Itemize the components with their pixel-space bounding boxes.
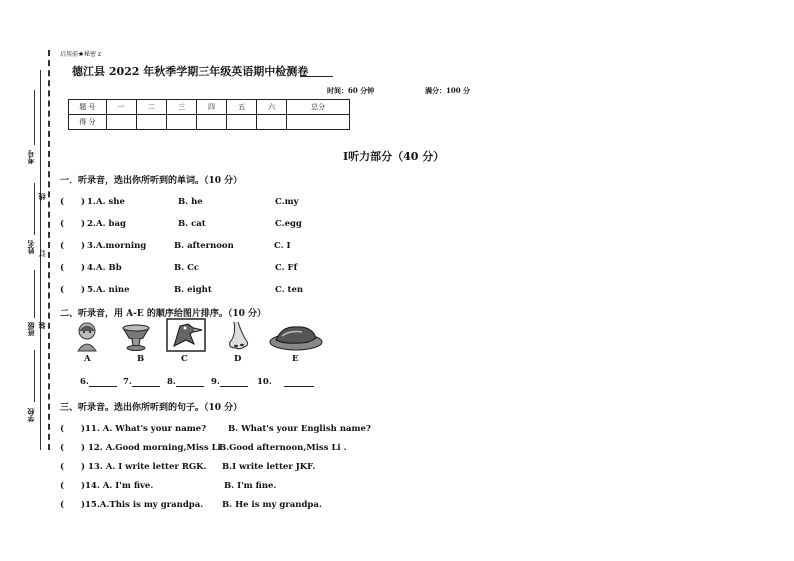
blank-number: 9. xyxy=(211,377,220,387)
sentence-option-b: B. What's your English name? xyxy=(228,424,371,434)
sentence-option-a: )15.A.This is my grandpa. xyxy=(81,500,204,510)
picture-label-e: E xyxy=(292,354,299,364)
answer-paren-open[interactable]: ( xyxy=(60,285,65,295)
score-header-cell: 总分 xyxy=(287,100,350,115)
confidential-label: 启用前★秘密 z xyxy=(60,51,102,58)
blank-number: 6. xyxy=(80,377,89,387)
score-input-cell[interactable] xyxy=(257,115,287,130)
score-input-cell[interactable] xyxy=(106,115,136,130)
answer-paren-close: ) xyxy=(81,197,86,207)
option-a: A. nine xyxy=(96,285,130,295)
picture-label-a: A xyxy=(84,354,91,364)
sentence-option-b: B. He is my grandpa. xyxy=(222,500,322,510)
score-header-cell: 二 xyxy=(136,100,166,115)
part-title: Ⅰ听力部分（40 分） xyxy=(343,150,445,163)
exam-full-score: 满分：100 分 xyxy=(425,86,471,95)
question-number: 4. xyxy=(87,263,96,273)
picture-c-bird xyxy=(166,318,206,352)
binding-label-banji: 班级 xyxy=(26,322,35,336)
picture-label-b: B xyxy=(137,354,145,364)
binding-label-xing: 线 xyxy=(37,193,46,200)
question-number: 1. xyxy=(87,197,96,207)
score-header-cell: 五 xyxy=(227,100,257,115)
section2-title: 二、听录音，用 A-E 的顺序给图片排序。（10 分） xyxy=(60,309,267,319)
question-number: 5. xyxy=(87,285,96,295)
order-blank-9[interactable] xyxy=(211,377,248,387)
answer-paren-close: ) xyxy=(81,285,86,295)
answer-paren-open[interactable]: ( xyxy=(60,462,65,472)
score-row-label: 得 分 xyxy=(69,115,107,130)
binding-label-zhuang: 装 xyxy=(37,322,46,329)
score-input-cell[interactable] xyxy=(166,115,196,130)
option-b: B. eight xyxy=(174,285,212,295)
order-blank-10[interactable] xyxy=(257,377,314,387)
blank-number: 8. xyxy=(167,377,176,387)
score-input-cell[interactable] xyxy=(227,115,257,130)
binding-blank-kaohao xyxy=(34,90,35,145)
answer-paren-open[interactable]: ( xyxy=(60,263,65,273)
binding-line-outer xyxy=(40,70,41,450)
sentence-option-a: ) 12. A.Good morning,Miss Li xyxy=(81,443,221,453)
option-c: C. Ff xyxy=(275,263,298,273)
answer-paren-open[interactable]: ( xyxy=(60,241,65,251)
answer-paren-close: ) xyxy=(81,219,86,229)
option-a: A. she xyxy=(96,197,125,207)
picture-label-d: D xyxy=(234,354,242,364)
score-input-cell[interactable] xyxy=(196,115,226,130)
answer-paren-open[interactable]: ( xyxy=(60,219,65,229)
score-header-cell: 三 xyxy=(166,100,196,115)
option-c: C.my xyxy=(275,197,299,207)
order-blank-7[interactable] xyxy=(123,377,160,387)
score-input-cell[interactable] xyxy=(287,115,350,130)
option-c: C. I xyxy=(274,241,291,251)
picture-b-object xyxy=(120,320,152,352)
answer-paren-close: ) xyxy=(81,241,86,251)
score-header-cell: 题 号 xyxy=(69,100,107,115)
score-header-cell: 一 xyxy=(106,100,136,115)
answer-paren-open[interactable]: ( xyxy=(60,481,65,491)
score-header-cell: 六 xyxy=(257,100,287,115)
answer-paren-open[interactable]: ( xyxy=(60,500,65,510)
binding-label-xuexiao: 学校 xyxy=(26,408,35,422)
option-c: C.egg xyxy=(275,219,302,229)
answer-paren-open[interactable]: ( xyxy=(60,424,65,434)
binding-line-dashed xyxy=(48,50,50,450)
option-b: B. he xyxy=(178,197,203,207)
option-b: B. cat xyxy=(178,219,206,229)
title-underline xyxy=(300,76,333,77)
score-table xyxy=(68,99,350,130)
section3-title: 三、听录音。选出你所听到的句子。（10 分） xyxy=(60,403,243,413)
option-b: B. Cc xyxy=(174,263,200,273)
picture-label-c: C xyxy=(181,354,188,364)
sentence-option-b: B.I write letter JKF. xyxy=(222,462,316,472)
question-number: 2. xyxy=(87,219,96,229)
order-blank-8[interactable] xyxy=(167,377,204,387)
sentence-option-a: )14. A. I'm five. xyxy=(81,481,154,491)
section1-title: 一．听录音，选出你所听到的单词。（10 分） xyxy=(60,176,243,186)
answer-paren-open[interactable]: ( xyxy=(60,197,65,207)
score-input-cell[interactable] xyxy=(136,115,166,130)
sentence-option-b: B. I'm fine. xyxy=(224,481,277,491)
binding-blank-xingming xyxy=(34,183,35,235)
option-a: A. Bb xyxy=(96,263,122,273)
sentence-option-b: B.Good afternoon,Miss Li . xyxy=(219,443,347,453)
score-table-header-row xyxy=(69,100,350,115)
binding-blank-banji xyxy=(34,270,35,318)
option-b: B. afternoon xyxy=(174,241,234,251)
option-a: A.morning xyxy=(96,241,147,251)
score-table-score-row xyxy=(69,115,350,130)
sentence-option-a: ) 13. A. I write letter RGK. xyxy=(81,462,207,472)
binding-label-ding: 订 xyxy=(37,250,46,257)
option-c: C. ten xyxy=(275,285,304,295)
binding-label-kaohao: 考号 xyxy=(26,150,35,164)
exam-time: 时间：60 分钟 xyxy=(327,86,375,95)
picture-e-dish xyxy=(268,322,324,352)
score-header-cell: 四 xyxy=(196,100,226,115)
order-blank-6[interactable] xyxy=(80,377,117,387)
binding-label-xingming: 姓名 xyxy=(26,240,35,254)
blank-number: 7. xyxy=(123,377,132,387)
sentence-option-a: )11. A. What's your name? xyxy=(81,424,207,434)
blank-number: 10. xyxy=(257,377,272,387)
binding-blank-xuexiao xyxy=(34,350,35,402)
exam-title: 德江县 2022 年秋季学期三年级英语期中检测卷 xyxy=(72,65,309,78)
picture-d-nose xyxy=(224,320,252,352)
answer-paren-close: ) xyxy=(81,263,86,273)
option-a: A. bag xyxy=(96,219,126,229)
answer-paren-open[interactable]: ( xyxy=(60,443,65,453)
question-number: 3. xyxy=(87,241,96,251)
picture-a-girl xyxy=(74,320,100,352)
